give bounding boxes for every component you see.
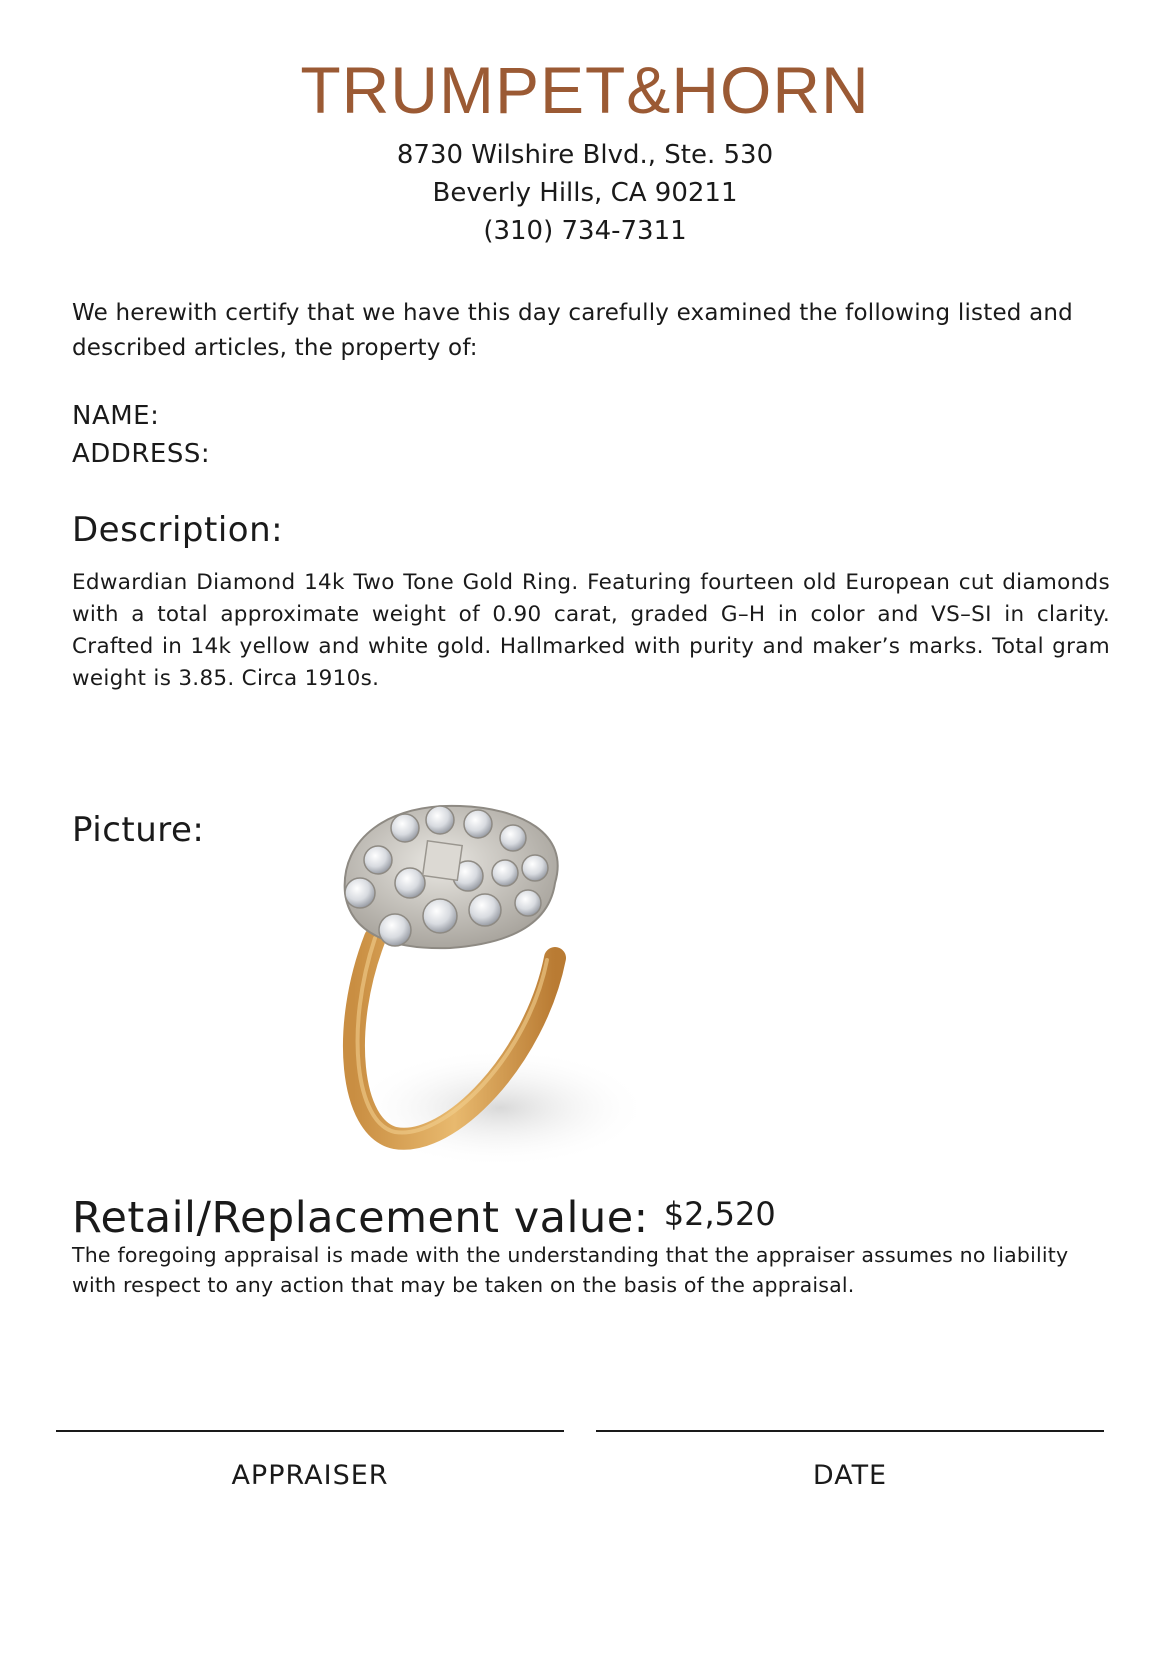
valuation-row [72,1190,1112,1246]
address-line-2: Beverly Hills, CA 90211 [432,178,738,208]
ring-image [300,798,650,1188]
address-field-label: ADDRESS: [72,439,211,469]
description-text: Edwardian Diamond 14k Two Tone Gold Ring. Featuring fourteen old European cut diamonds with a total approximate weight of 0.90 carat, graded G–H in color and VS–SI in clarity. Crafted in 14k yellow and white gold. Hallmarked with purity and maker’s marks. Total gram weight is 3.85. Circa 1910s. [72,570,1110,691]
certification-statement: We herewith certify that we have this day carefully examined the following listed and described articles, the property of: [72,300,1073,361]
date-label: DATE [812,1460,888,1491]
address-line-1: 8730 Wilshire Blvd., Ste. 530 [396,140,774,170]
phone-number: (310) 734-7311 [483,216,687,246]
appraisal-disclaimer: The foregoing appraisal is made with the understanding that the appraiser assumes no liability with respect to any action that may be taken on the basis of the appraisal. [72,1243,1069,1297]
picture-heading: Picture: [72,810,205,850]
date-signature-line [596,1430,1104,1432]
appraiser-signature-line [56,1430,564,1432]
company-address-block [0,136,1170,250]
name-field-label: NAME: [72,401,160,431]
company-logo: TRUMPET&HORN [300,53,870,127]
valuation-label: Retail/Replacement value: [72,1193,649,1243]
description-heading: Description: [72,510,284,550]
appraiser-label: APPRAISER [231,1460,389,1491]
valuation-amount: $2,520 [663,1195,776,1233]
